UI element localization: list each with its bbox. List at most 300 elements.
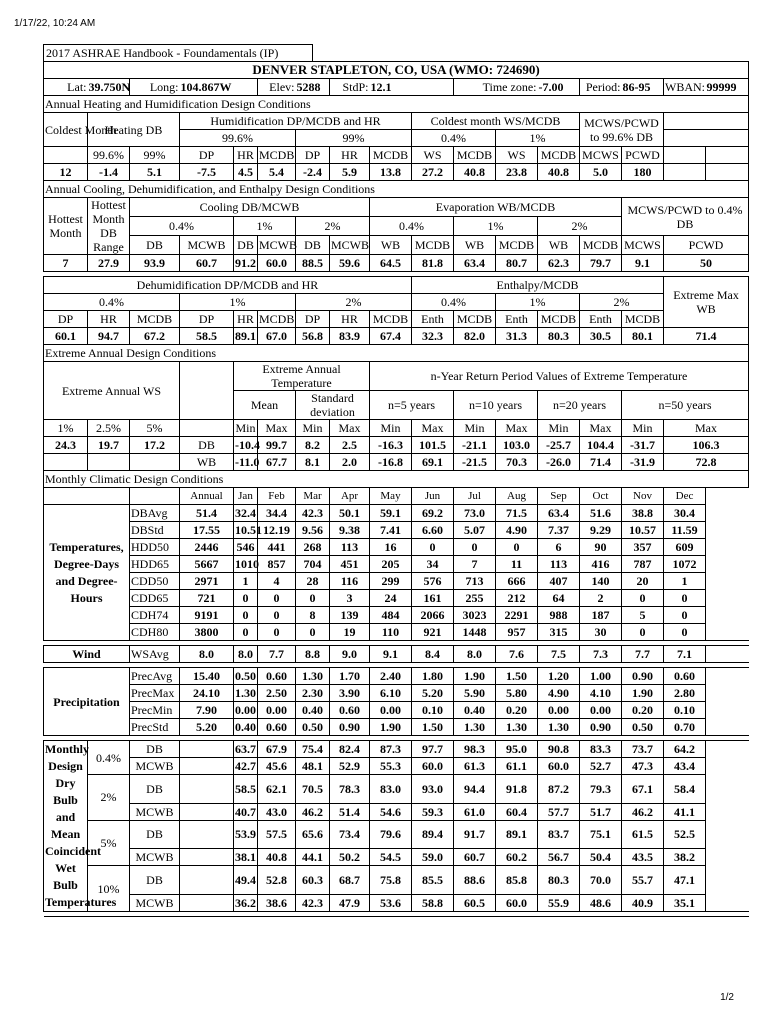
value-cell: 70.3 — [496, 454, 538, 471]
value-cell: 64 — [538, 590, 580, 607]
elev-value: 5288 — [296, 79, 330, 96]
value-cell: 8.2 — [296, 437, 330, 454]
value-cell: 4.90 — [538, 685, 580, 702]
pct-header: 2% — [538, 217, 622, 236]
sub-header: MCDB — [259, 148, 295, 162]
long-label: Long: — [130, 79, 180, 96]
value-cell: 2291 — [496, 607, 538, 624]
month-header: Annual — [180, 488, 234, 505]
value-cell: 69.1 — [412, 454, 454, 471]
value-cell: 0.00 — [370, 702, 412, 719]
sub-header: DP — [44, 311, 88, 328]
section-heading: Annual Cooling, Dehumidification, and Enthalpy Design Conditions — [44, 181, 749, 198]
value-cell: 7.3 — [580, 646, 622, 663]
value-cell: 5.9 — [330, 164, 370, 181]
value-cell: 0 — [454, 539, 496, 556]
value-cell: 83.3 — [580, 741, 622, 758]
value-cell: 47.1 — [664, 866, 706, 895]
table-row — [44, 505, 749, 522]
hottest-month-header: Hottest Month — [44, 198, 88, 255]
value-cell: 83.0 — [370, 775, 412, 804]
value-cell: 42.3 — [296, 895, 330, 912]
table-row — [44, 758, 749, 775]
table-row — [44, 164, 749, 181]
value-cell: 70.5 — [296, 775, 330, 804]
value-cell: 38.6 — [258, 895, 296, 912]
value-cell: 94.7 — [88, 328, 130, 345]
value-cell: 64.5 — [370, 255, 412, 272]
row-label: CDD65 — [130, 590, 180, 607]
row-label: DBAvg — [130, 505, 180, 522]
value-cell: 187 — [580, 607, 622, 624]
value-cell: 1.90 — [454, 668, 496, 685]
n10-header: n=10 years — [454, 391, 538, 420]
value-cell: 104.4 — [580, 437, 622, 454]
sub-header: MCDB — [370, 311, 412, 328]
sub-header: MCDB — [538, 311, 580, 328]
value-cell: 7.7 — [258, 646, 296, 663]
value-cell: 11.59 — [664, 522, 706, 539]
value-cell: 75.1 — [580, 820, 622, 849]
n50-header: n=50 years — [622, 391, 749, 420]
coldest-month-header: Coldest Month — [44, 113, 88, 147]
row-label: PrecAvg — [130, 668, 180, 685]
ws-value: 19.7 — [88, 437, 130, 454]
value-cell: 56.8 — [296, 328, 330, 345]
value-cell: 61.3 — [454, 758, 496, 775]
value-cell: 60.0 — [496, 895, 538, 912]
value-cell: 89.1 — [496, 820, 538, 849]
pct-header: 0.4% — [130, 217, 234, 236]
month-header: Jun — [412, 488, 454, 505]
value-cell: 79.6 — [370, 820, 412, 849]
page-number: 1/2 — [720, 992, 734, 1003]
min-header: Min — [235, 421, 256, 435]
empty-cell — [130, 454, 180, 471]
value-cell: 63.4 — [454, 255, 496, 272]
value-cell: 1.30 — [538, 719, 580, 736]
value-cell: 58.5 — [180, 328, 234, 345]
value-cell: 53.9 — [234, 820, 258, 849]
extreme-temp-header: Extreme Annual Temperature — [234, 362, 370, 391]
value-cell: 407 — [538, 573, 580, 590]
value-cell: 666 — [496, 573, 538, 590]
value-cell: -10.4 — [235, 438, 260, 452]
max-header: Max — [330, 420, 370, 437]
max-header: Max — [258, 420, 296, 437]
pct-header: 0.4% — [44, 294, 180, 311]
value-cell: 27.2 — [412, 164, 454, 181]
table-row — [44, 96, 749, 113]
table-row — [44, 685, 749, 702]
value-cell: 30.5 — [580, 328, 622, 345]
value-cell: 2.0 — [330, 454, 370, 471]
value-cell: 94.4 — [454, 775, 496, 804]
lat-label: Lat: — [44, 79, 88, 96]
value-cell: 0.90 — [330, 719, 370, 736]
sub-header: Enth — [580, 311, 622, 328]
value-cell: 43.5 — [622, 849, 664, 866]
tz-label: Time zone: — [454, 79, 538, 96]
empty-cell — [180, 866, 234, 895]
table-row — [44, 62, 749, 79]
value-cell: 7.90 — [180, 702, 234, 719]
sub-header: HR — [234, 147, 258, 164]
value-cell: 69.2 — [412, 505, 454, 522]
empty-cell — [180, 803, 234, 820]
sub-header: PCWD — [622, 147, 664, 164]
section-heading: Extreme Annual Design Conditions — [44, 345, 749, 362]
empty-cell — [180, 420, 234, 437]
lat-value: 39.750N — [88, 80, 131, 94]
value-cell: 8.8 — [296, 646, 330, 663]
coldest-ws-header: Coldest month WS/MCDB — [412, 113, 580, 130]
pct-header: 1% — [496, 294, 580, 311]
value-cell: 3 — [330, 590, 370, 607]
value-cell: 0.60 — [664, 668, 706, 685]
empty-cell — [664, 147, 706, 164]
value-cell: 60.1 — [44, 328, 88, 345]
value-cell: 16 — [370, 539, 412, 556]
value-cell: 42.3 — [296, 505, 330, 522]
row-label: MCWB — [130, 803, 180, 820]
sub-header: MCDB — [580, 236, 622, 255]
value-cell: 1.30 — [454, 719, 496, 736]
value-cell: 9191 — [180, 607, 234, 624]
min-header: Min — [454, 420, 496, 437]
month-header: Oct — [580, 488, 622, 505]
value-cell: 59.0 — [412, 849, 454, 866]
long-value: 104.867W — [180, 79, 258, 96]
value-cell: 58.8 — [412, 895, 454, 912]
n20-header: n=20 years — [538, 391, 622, 420]
value-cell: 60.0 — [412, 758, 454, 775]
value-cell: 0 — [664, 590, 706, 607]
sub-header: MCWB — [180, 236, 234, 255]
value-cell: 1072 — [664, 556, 706, 573]
value-cell: 0.40 — [454, 702, 496, 719]
value-cell: 63.7 — [235, 742, 256, 756]
value-cell: 44.1 — [296, 849, 330, 866]
value-cell: -31.9 — [622, 454, 664, 471]
value-cell: 73.7 — [622, 741, 664, 758]
pct-header: 0.4% — [370, 217, 454, 236]
value-cell: -11.0 — [235, 455, 260, 469]
pct-header: 2% — [296, 217, 370, 236]
table-row — [44, 912, 749, 917]
row-label: MCWB — [130, 758, 180, 775]
db-range-header: Hottest Month DB Range — [88, 198, 130, 255]
value-cell: 1010 — [235, 557, 259, 571]
handbook-title: 2017 ASHRAE Handbook - Foundamentals (IP) — [43, 44, 313, 61]
table-row — [44, 311, 749, 328]
value-cell: 0.00 — [580, 702, 622, 719]
table-row — [44, 420, 749, 437]
table-row — [44, 849, 749, 866]
table-row — [44, 624, 749, 641]
value-cell: 52.8 — [258, 866, 296, 895]
value-cell: 1.90 — [370, 719, 412, 736]
value-cell: 0.10 — [664, 702, 706, 719]
value-cell: 80.3 — [538, 866, 580, 895]
station-name: DENVER STAPLETON, CO, USA (WMO: 724690) — [44, 62, 749, 79]
sub-header: HR — [330, 147, 370, 164]
value-cell: 0 — [258, 607, 296, 624]
row-label: CDH80 — [130, 624, 180, 641]
value-cell: 23.8 — [496, 164, 538, 181]
value-cell: 1.30 — [296, 668, 330, 685]
value-cell: 79.7 — [580, 255, 622, 272]
sub-header: MCDB — [622, 311, 664, 328]
value-cell: 5.07 — [454, 522, 496, 539]
value-cell: 60.2 — [496, 849, 538, 866]
value-cell: 67.7 — [258, 454, 296, 471]
value-cell: 38.1 — [235, 850, 256, 865]
value-cell: 35.1 — [664, 895, 706, 912]
sub-header: WS — [496, 147, 538, 164]
sub-header: 99% — [130, 147, 180, 164]
value-cell: 0.60 — [258, 668, 296, 685]
sub-header: HR — [88, 311, 130, 328]
value-cell: 7 — [44, 255, 88, 272]
stdp-label: StdP: — [330, 79, 370, 96]
value-cell: 957 — [496, 624, 538, 641]
sub-header: WB — [538, 236, 580, 255]
period-value: 86-95 — [622, 79, 664, 96]
sub-header: WB — [454, 236, 496, 255]
empty-cell — [664, 130, 749, 147]
row-label: DBStd — [130, 522, 180, 539]
value-cell: 0 — [664, 607, 706, 624]
value-cell: 576 — [412, 573, 454, 590]
value-cell: 113 — [330, 539, 370, 556]
value-cell: 7.6 — [496, 646, 538, 663]
value-cell: 38.8 — [622, 505, 664, 522]
value-cell: 50.1 — [330, 505, 370, 522]
value-cell: 7.7 — [622, 646, 664, 663]
value-cell: 0.20 — [622, 702, 664, 719]
value-cell: 161 — [412, 590, 454, 607]
value-cell: 0.60 — [330, 702, 370, 719]
empty-cell — [180, 758, 234, 775]
value-cell: 67.4 — [370, 328, 412, 345]
value-cell: 32.3 — [412, 328, 454, 345]
table-row — [44, 345, 749, 362]
value-cell: 40.9 — [622, 895, 664, 912]
value-cell: 609 — [664, 539, 706, 556]
value-cell: 83.9 — [330, 328, 370, 345]
value-cell: 106.3 — [664, 437, 749, 454]
table-row — [44, 522, 749, 539]
max-header: Max — [496, 420, 538, 437]
value-cell: 98.3 — [454, 741, 496, 758]
value-cell: 71.4 — [580, 454, 622, 471]
value-cell: 73.0 — [454, 505, 496, 522]
stdp-value: 12.1 — [370, 79, 454, 96]
value-cell: 43.0 — [258, 803, 296, 820]
value-cell: 87.3 — [370, 741, 412, 758]
table-row — [44, 198, 749, 217]
mcws-pcwd-header: MCWS/PCWD to 99.6% DB — [580, 113, 664, 147]
month-header: May — [370, 488, 412, 505]
value-cell: 60.3 — [296, 866, 330, 895]
sub-header: DP — [180, 311, 234, 328]
value-cell: 12.19 — [258, 522, 296, 539]
pct-header: 99.6% — [180, 130, 296, 147]
table-row — [44, 556, 749, 573]
value-cell: -21.1 — [454, 437, 496, 454]
value-cell: 31.3 — [496, 328, 538, 345]
value-cell: 0 — [496, 539, 538, 556]
value-cell: 8 — [296, 607, 330, 624]
table-row — [44, 702, 749, 719]
value-cell: 0.00 — [538, 702, 580, 719]
value-cell: 13.8 — [370, 164, 412, 181]
value-cell: 51.7 — [580, 803, 622, 820]
ashrae-sheet — [43, 44, 743, 917]
min-header: Min — [296, 420, 330, 437]
value-cell: 0 — [296, 590, 330, 607]
pct-label: 0.4% — [88, 741, 130, 775]
design-conditions-table — [43, 61, 749, 917]
sub-header: DP — [180, 147, 234, 164]
row-label: DB — [180, 437, 234, 454]
value-cell: 0.70 — [664, 719, 706, 736]
value-cell: 99.7 — [258, 437, 296, 454]
value-cell: 50.2 — [330, 849, 370, 866]
extreme-max-wb-header: Extreme Max WB — [664, 277, 749, 328]
value-cell: 36.2 — [235, 896, 256, 910]
section-heading: Monthly Climatic Design Conditions — [44, 471, 749, 488]
value-cell: 47.3 — [622, 758, 664, 775]
value-cell: 6 — [538, 539, 580, 556]
value-cell: 2066 — [412, 607, 454, 624]
row-label: MCWB — [130, 895, 180, 912]
value-cell: 79.3 — [580, 775, 622, 804]
value-cell: 34.4 — [258, 505, 296, 522]
value-cell: 34 — [412, 556, 454, 573]
tz-value: -7.00 — [538, 79, 580, 96]
value-cell: 5 — [622, 607, 664, 624]
value-cell: 8.0 — [454, 646, 496, 663]
value-cell: 1.20 — [538, 668, 580, 685]
value-cell: 857 — [258, 556, 296, 573]
section-heading: Annual Heating and Humidification Design Conditions — [44, 96, 749, 113]
value-cell: 51.6 — [580, 505, 622, 522]
value-cell: 9.1 — [370, 646, 412, 663]
value-cell: -21.5 — [454, 454, 496, 471]
value-cell: 48.1 — [296, 758, 330, 775]
value-cell: 63.4 — [538, 505, 580, 522]
group-label: Temperatures, Degree-Days and Degree-Hours — [44, 505, 130, 641]
value-cell: 71.4 — [664, 328, 749, 345]
sub-header: DB — [296, 236, 330, 255]
value-cell: 61.5 — [622, 820, 664, 849]
value-cell: 75.8 — [370, 866, 412, 895]
pct-label: 2% — [88, 775, 130, 821]
value-cell: 93.9 — [130, 255, 180, 272]
value-cell: 0.90 — [580, 719, 622, 736]
value-cell: 721 — [180, 590, 234, 607]
pct-header: 2% — [580, 294, 664, 311]
sub-header: PCWD — [664, 236, 749, 255]
month-header: Aug — [496, 488, 538, 505]
value-cell: 46.2 — [622, 803, 664, 820]
value-cell: 11 — [496, 556, 538, 573]
value-cell: 59.3 — [412, 803, 454, 820]
value-cell: 116 — [330, 573, 370, 590]
value-cell: 1.50 — [412, 719, 454, 736]
empty-cell — [44, 454, 88, 471]
value-cell: 787 — [622, 556, 664, 573]
value-cell: -16.3 — [370, 437, 412, 454]
value-cell: 60.7 — [454, 849, 496, 866]
pct-header: 99% — [296, 130, 412, 147]
value-cell: 60.0 — [538, 758, 580, 775]
sub-header: HR — [330, 311, 370, 328]
value-cell: 85.8 — [496, 866, 538, 895]
value-cell: 0 — [664, 624, 706, 641]
value-cell: 9.29 — [580, 522, 622, 539]
pct-header: 0.4% — [412, 294, 496, 311]
value-cell: 5.20 — [180, 719, 234, 736]
value-cell: 56.7 — [538, 849, 580, 866]
value-cell: 180 — [622, 164, 664, 181]
value-cell: 1448 — [454, 624, 496, 641]
value-cell: 43.4 — [664, 758, 706, 775]
value-cell: 59.6 — [330, 255, 370, 272]
value-cell: 6.10 — [370, 685, 412, 702]
value-cell: 78.3 — [330, 775, 370, 804]
value-cell: 5.90 — [454, 685, 496, 702]
value-cell: 1.30 — [235, 686, 256, 700]
row-label: DB — [130, 820, 180, 849]
empty-cell — [706, 164, 749, 181]
nyear-header: n-Year Return Period Values of Extreme Temperature — [370, 362, 749, 391]
table-body — [44, 62, 749, 917]
row-label: PrecMin — [130, 702, 180, 719]
value-cell: 62.3 — [538, 255, 580, 272]
value-cell: 88.5 — [296, 255, 330, 272]
table-row — [44, 820, 749, 849]
value-cell: 46.2 — [296, 803, 330, 820]
value-cell: 7.5 — [538, 646, 580, 663]
pct-header: 2% — [296, 294, 412, 311]
value-cell: 42.7 — [235, 759, 256, 773]
value-cell: 70.0 — [580, 866, 622, 895]
value-cell: 0 — [234, 624, 258, 641]
value-cell: 2.5 — [330, 437, 370, 454]
value-cell: 0.60 — [258, 719, 296, 736]
wban-label: WBAN: — [665, 80, 705, 94]
month-header: Jan — [234, 488, 258, 505]
value-cell: 2.30 — [296, 685, 330, 702]
value-cell: 54.6 — [370, 803, 412, 820]
value-cell: 0 — [258, 590, 296, 607]
pct-header: 1% — [454, 217, 538, 236]
value-cell: 40.7 — [235, 804, 256, 819]
value-cell: 81.8 — [412, 255, 454, 272]
extreme-ws-header: Extreme Annual WS — [44, 362, 180, 420]
sub-header: 99.6% — [88, 147, 130, 164]
sub-header: DP — [296, 311, 330, 328]
value-cell: 51.4 — [330, 803, 370, 820]
value-cell: 0.00 — [235, 703, 256, 717]
value-cell: 7.1 — [664, 646, 706, 663]
value-cell: 4 — [258, 573, 296, 590]
empty-cell — [180, 775, 234, 804]
value-cell: 7 — [454, 556, 496, 573]
